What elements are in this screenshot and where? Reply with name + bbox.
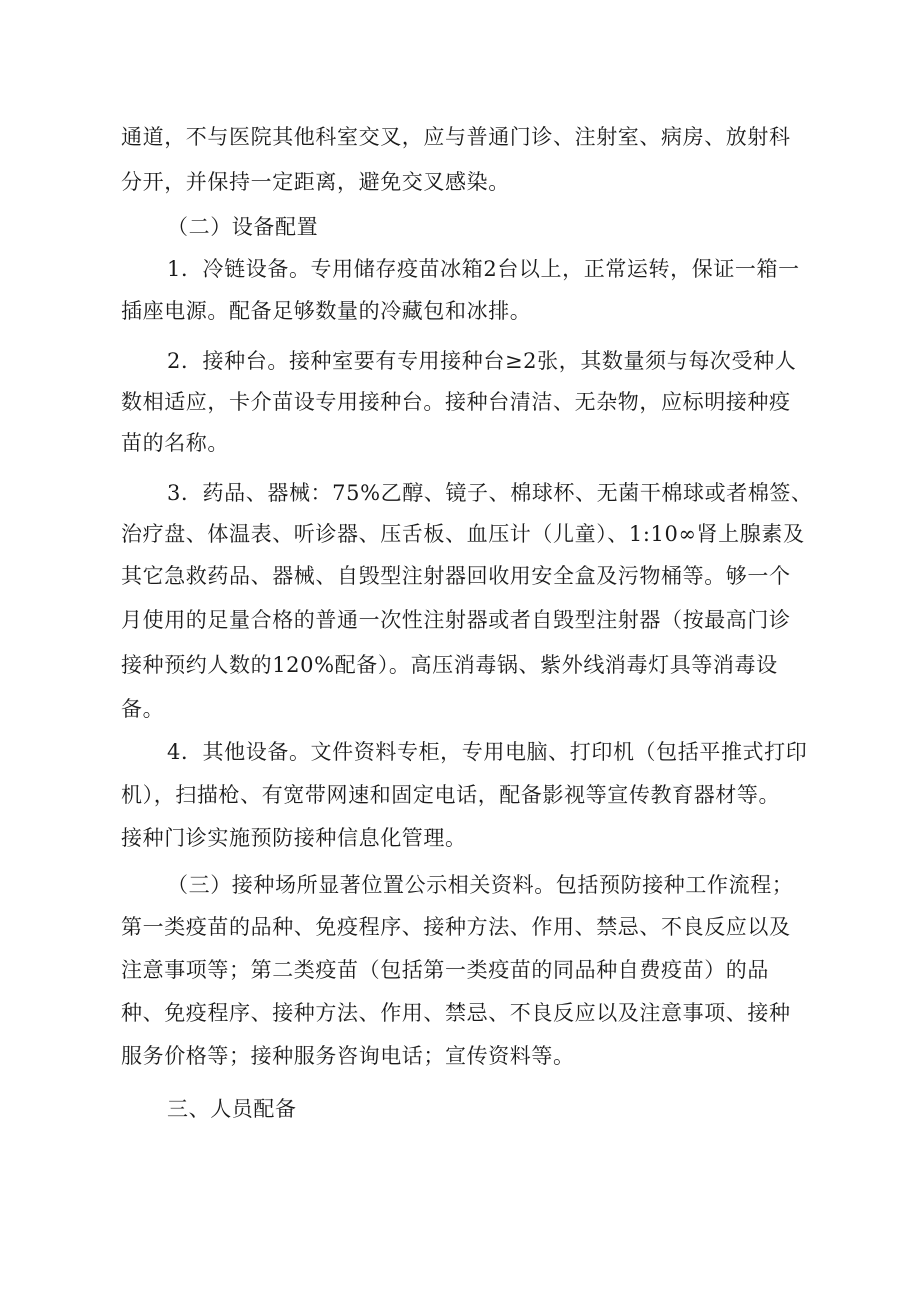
- text-line: 月使用的足量合格的普通一次性注射器或者自毁型注射器（按最高门诊: [121, 608, 791, 632]
- text-line: 通道，不与医院其他科室交叉，应与普通门诊、注射室、病房、放射科: [121, 125, 791, 149]
- text-line: 4．其他设备。文件资料专柜，专用电脑、打印机（包括平推式打印: [167, 740, 808, 764]
- section-heading: 三、人员配备: [167, 1097, 297, 1121]
- section-heading: （二）设备配置: [167, 215, 319, 239]
- text-line: 3．药品、器械：75%乙醇、镜子、棉球杯、无菌干棉球或者棉签、: [167, 481, 813, 505]
- text-line: 备。: [121, 697, 165, 721]
- text-line: 1．冷链设备。专用储存疫苗冰箱2台以上，正常运转，保证一箱一: [167, 257, 800, 281]
- text-line: 第一类疫苗的品种、免疫程序、接种方法、作用、禁忌、不良反应以及: [121, 915, 791, 939]
- text-line: 2．接种台。接种室要有专用接种台≥2张，其数量须与每次受种人: [167, 349, 797, 373]
- text-line: 种、免疫程序、接种方法、作用、禁忌、不良反应以及注意事项、接种: [121, 1001, 791, 1025]
- text-line: 接种门诊实施预防接种信息化管理。: [121, 826, 467, 850]
- text-line: 注意事项等；第二类疫苗（包括第一类疫苗的同品种自费疫苗）的品: [121, 958, 769, 982]
- text-line: 分开，并保持一定距离，避免交叉感染。: [121, 170, 510, 194]
- text-line: 数相适应，卡介苗设专用接种台。接种台清洁、无杂物，应标明接种疫: [121, 390, 791, 414]
- text-line: 其它急救药品、器械、自毁型注射器回收用安全盒及污物桶等。够一个: [121, 564, 791, 588]
- text-line: 服务价格等；接种服务咨询电话；宣传资料等。: [121, 1044, 575, 1068]
- text-line: 苗的名称。: [121, 431, 229, 455]
- text-line: 治疗盘、体温表、听诊器、压舌板、血压计（儿童）、1:10∞肾上腺素及: [121, 522, 805, 546]
- text-line: 机），扫描枪、有宽带网速和固定电话，配备影视等宣传教育器材等。: [121, 783, 781, 807]
- text-line: 插座电源。配备足够数量的冷藏包和冰排。: [121, 299, 532, 323]
- text-line: 接种预约人数的120%配备）。高压消毒锅、紫外线消毒灯具等消毒设: [121, 653, 778, 677]
- section-heading: （三）接种场所显著位置公示相关资料。包括预防接种工作流程；: [167, 873, 794, 897]
